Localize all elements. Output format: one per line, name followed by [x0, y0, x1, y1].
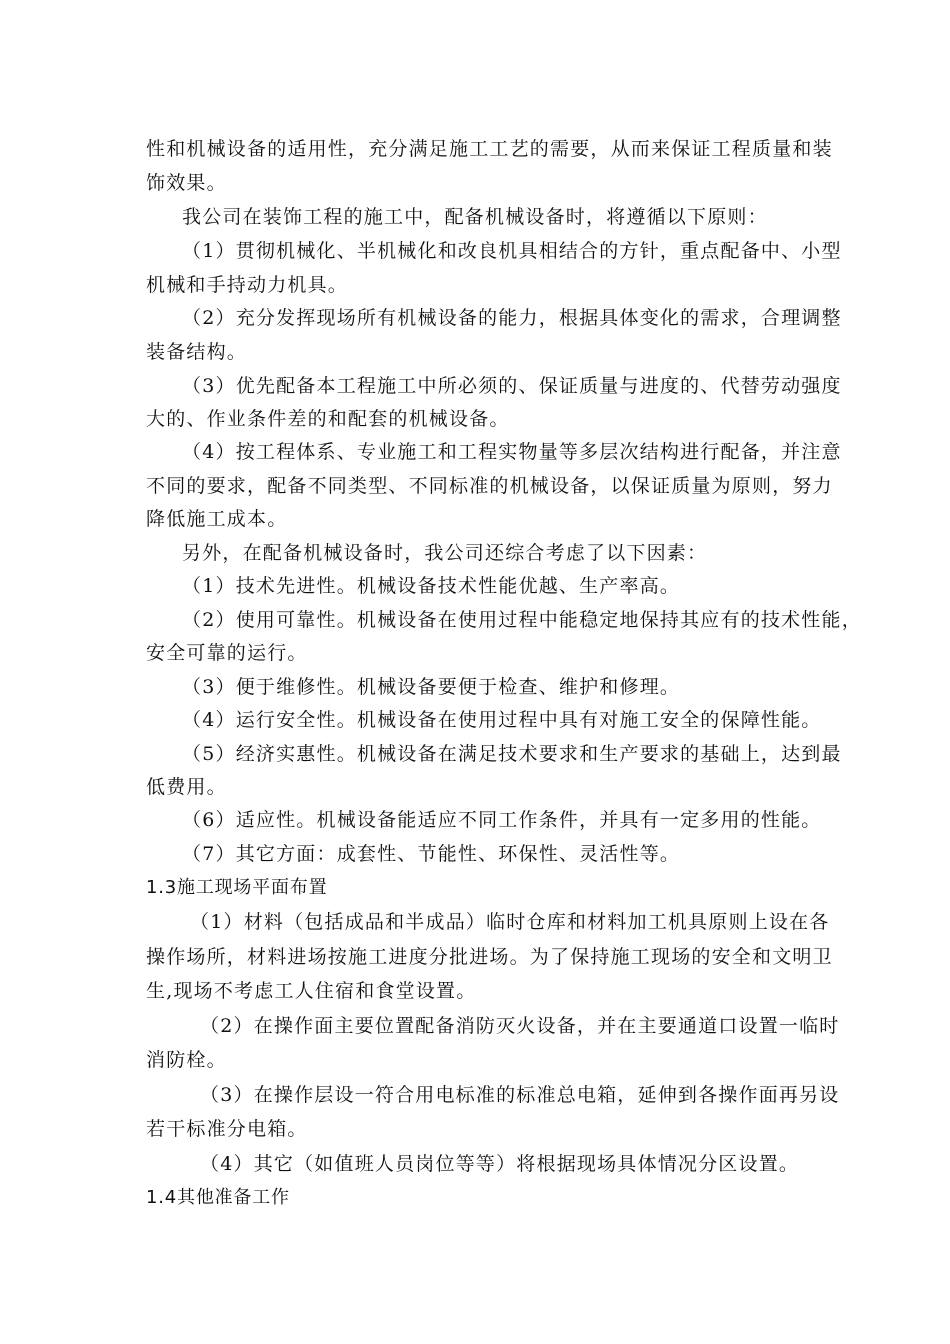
list-item-line: （2）使用可靠性。机械设备在使用过程中能稳定地保持其应有的技术性能，: [182, 609, 862, 631]
list-item-line: （4）运行安全性。机械设备在使用过程中具有对施工安全的保障性能。: [182, 709, 822, 731]
list-item-line: （2）充分发挥现场所有机械设备的能力，根据具体变化的需求，合理调整: [182, 307, 842, 329]
list-item-line: （1）技术先进性。机械设备技术性能优越、生产率高。: [182, 575, 681, 597]
list-item-line: 安全可靠的运行。: [146, 642, 308, 664]
list-item-line: （4）其它（如值班人员岗位等等）将根据现场具体情况分区设置。: [200, 1153, 800, 1175]
list-item-line: 消防栓。: [146, 1049, 227, 1071]
list-item-line: （7）其它方面：成套性、节能性、环保性、灵活性等。: [182, 843, 681, 865]
section-heading-1-3: 1.3施工现场平面布置: [146, 877, 328, 898]
paragraph-line: 性和机械设备的适用性，充分满足施工工艺的需要，从而来保证工程质量和装: [146, 138, 833, 160]
list-item-line: 低费用。: [146, 776, 227, 798]
list-item-line: （2）在操作面主要位置配备消防灭火设备，并在主要通道口设置一临时: [200, 1015, 840, 1037]
list-item-line: 装备结构。: [146, 341, 248, 363]
list-item-line: 大的、作业条件差的和配套的机械设备。: [146, 408, 510, 430]
list-item-line: （5）经济实惠性。机械设备在满足技术要求和生产要求的基础上，达到最: [182, 743, 842, 765]
list-item-line: （3）优先配备本工程施工中所必须的、保证质量与进度的、代替劳动强度: [182, 375, 842, 397]
list-item-line: （1）贯彻机械化、半机械化和改良机具相结合的方针，重点配备中、小型: [182, 240, 842, 262]
paragraph-line: 饰效果。: [146, 172, 227, 194]
list-item-line: 降低施工成本。: [146, 508, 288, 530]
list-item-line: 不同的要求，配备不同类型、不同标准的机械设备，以保证质量为原则，努力: [146, 475, 833, 497]
list-item-line: 机械和手持动力机具。: [146, 274, 349, 296]
list-item-line: 操作场所，材料进场按施工进度分批进场。为了保持施工现场的安全和文明卫: [146, 946, 833, 968]
list-item-line: （1）材料（包括成品和半成品）临时仓库和材料加工机具原则上设在各: [190, 911, 830, 933]
list-item-line: （6）适应性。机械设备能适应不同工作条件，并具有一定多用的性能。: [182, 809, 822, 831]
list-item-line: 生,现场不考虑工人住宿和食堂设置。: [146, 980, 477, 1002]
paragraph-line: 另外，在配备机械设备时，我公司还综合考虑了以下因素：: [182, 542, 708, 564]
list-item-line: （3）在操作层设一符合用电标准的标准总电箱，延伸到各操作面再另设: [200, 1084, 840, 1106]
list-item-line: （4）按工程体系、专业施工和工程实物量等多层次结构进行配备，并注意: [182, 441, 842, 463]
paragraph-line: 我公司在装饰工程的施工中，配备机械设备时，将遵循以下原则：: [182, 206, 768, 228]
section-heading-1-4: 1.4其他准备工作: [146, 1187, 290, 1208]
list-item-line: 若干标准分电箱。: [146, 1118, 308, 1140]
list-item-line: （3）便于维修性。机械设备要便于检查、维护和修理。: [182, 676, 681, 698]
